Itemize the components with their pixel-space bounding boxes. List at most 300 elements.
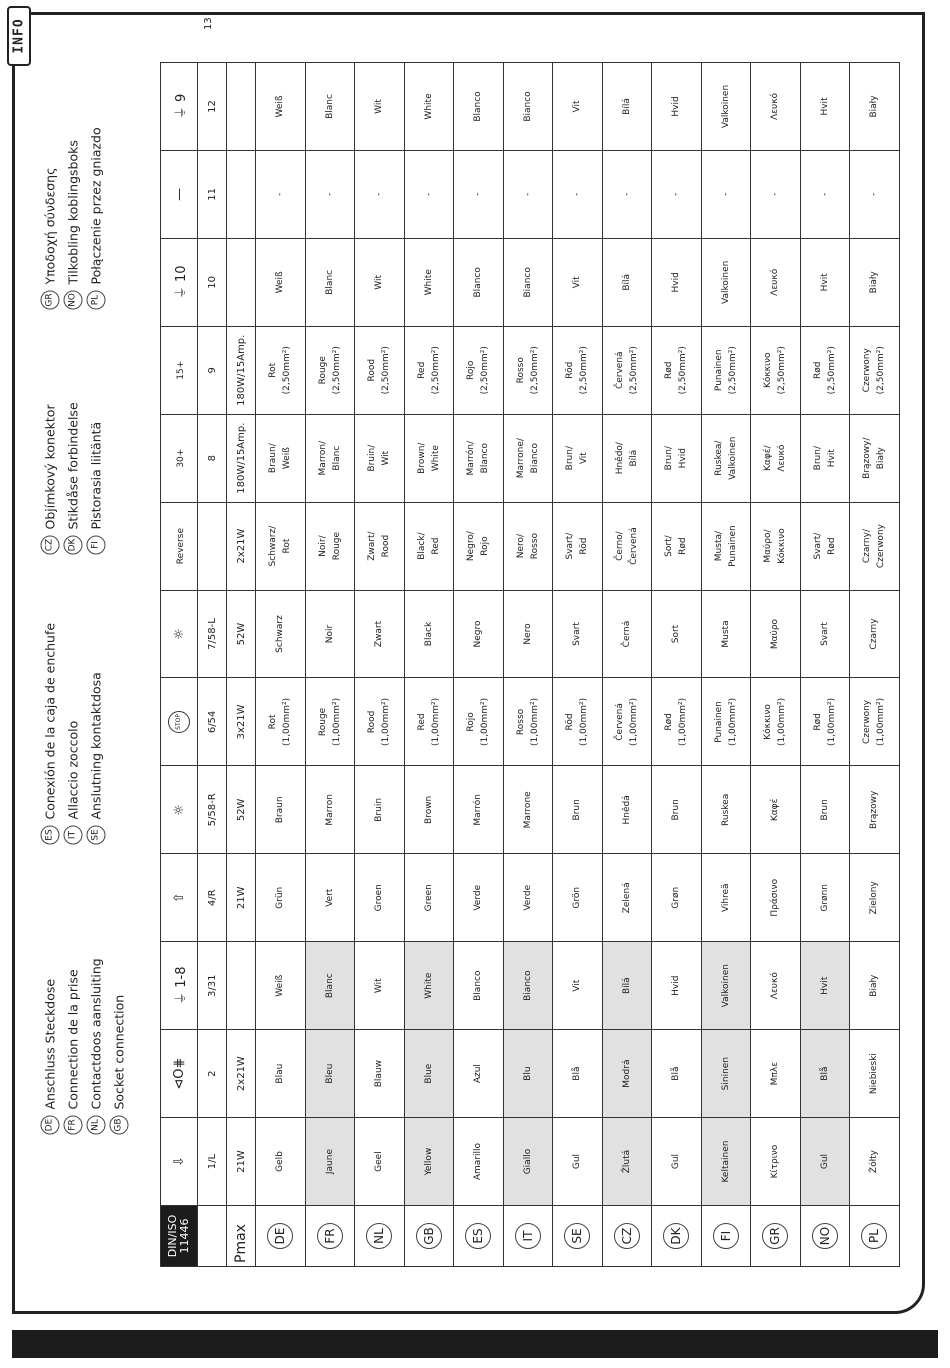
cell-text: Gul <box>572 1153 583 1170</box>
cell-text: - <box>720 192 731 197</box>
table-cell <box>256 1030 306 1118</box>
legend-item-cz <box>41 404 60 554</box>
reverse-light-icon: Reverse <box>175 528 186 565</box>
table-cell <box>404 1118 454 1206</box>
cell-text: Noir/ <box>317 535 328 557</box>
country-code-badge: IT <box>64 826 83 845</box>
table-cell <box>652 63 702 151</box>
cell-text: Weiß <box>275 95 286 118</box>
table-cell <box>503 942 553 1030</box>
country-code-badge: PL <box>861 1223 887 1249</box>
table-cell <box>652 1118 702 1206</box>
cell-text: Gul <box>819 1153 830 1170</box>
cell-text: Hvid <box>671 975 682 996</box>
table-cell <box>602 1030 652 1118</box>
cell-text: Czerwony <box>862 699 873 745</box>
country-row-header <box>800 1206 850 1267</box>
cell-text: Czarny <box>869 618 880 650</box>
legend-text: Tilkobling koblingsboks <box>65 140 81 285</box>
pin-number: 9 <box>198 326 227 414</box>
cell-text: Κίτρινο <box>770 1144 781 1179</box>
cell-text: Rød <box>664 361 675 379</box>
table-cell <box>256 150 306 238</box>
cell-text: Rød <box>812 713 823 731</box>
table-cell <box>800 942 850 1030</box>
cell-text: Vihreä <box>720 883 731 913</box>
cell-text: Gelb <box>275 1151 286 1172</box>
table-cell <box>701 502 751 590</box>
cell-text: Grøn <box>671 886 682 909</box>
table-cell <box>800 414 850 502</box>
cell-text: Punainen <box>713 701 724 743</box>
cell-text: Sininen <box>720 1056 731 1091</box>
table-cell <box>256 678 306 766</box>
table-row <box>454 63 504 1267</box>
cell-text: (2,50mm²) <box>777 346 788 395</box>
table-cell <box>553 854 603 942</box>
cell-text: Πράσινο <box>770 878 781 917</box>
pin-number: 11 <box>198 150 227 238</box>
table-cell <box>305 678 355 766</box>
legend-item-pl <box>87 127 106 309</box>
cell-text: (2,50mm²) <box>430 346 441 395</box>
cell-text: Bruin <box>374 797 385 822</box>
table-cell <box>800 766 850 854</box>
pin-number: 2 <box>198 1030 227 1118</box>
table-cell <box>652 502 702 590</box>
table-cell <box>305 590 355 678</box>
table-cell <box>652 854 702 942</box>
table-cell <box>355 63 405 151</box>
pmax-value: 2x21W <box>227 1030 256 1118</box>
cell-text: Černá <box>621 620 632 648</box>
column-header-654 <box>161 678 198 766</box>
cell-text: Grønn <box>819 883 830 912</box>
legend-item-no <box>64 140 83 309</box>
cell-text: Niebieski <box>869 1053 880 1095</box>
cell-text: Blue <box>423 1063 434 1084</box>
cell-text: Marron/ <box>317 440 328 476</box>
pmax-value <box>227 63 256 151</box>
cell-text: (2,50mm²) <box>480 346 491 395</box>
column-header-9 <box>161 326 198 414</box>
cell-text: Wit <box>381 450 392 466</box>
legend-text: Anschluss Steckdose <box>42 978 58 1110</box>
country-row-header <box>652 1206 702 1267</box>
table-cell <box>454 942 504 1030</box>
table-cell <box>652 766 702 854</box>
table-cell <box>454 414 504 502</box>
cell-text: Brązowy <box>869 790 880 830</box>
cell-text: Blanc <box>324 973 335 999</box>
country-code-badge: SE <box>87 826 106 845</box>
table-cell <box>503 590 553 678</box>
country-row-header <box>701 1206 751 1267</box>
table-cell <box>404 1030 454 1118</box>
cell-text: Valkoinen <box>720 84 731 129</box>
table-cell <box>602 678 652 766</box>
table-cell <box>602 63 652 151</box>
table-cell <box>553 942 603 1030</box>
legend-item-de <box>41 979 60 1135</box>
table-cell <box>800 854 850 942</box>
table-row <box>751 63 801 1267</box>
cell-text: - <box>819 192 830 197</box>
table-cell <box>701 590 751 678</box>
cell-text: (1,00mm²) <box>826 697 837 747</box>
cell-text: Κόκκινο <box>777 528 788 564</box>
caravan-15-icon: 15+ <box>175 360 186 380</box>
table-cell <box>652 942 702 1030</box>
country-code-badge: DE <box>267 1223 293 1249</box>
cell-text: Czerwony <box>876 524 887 569</box>
table-cell <box>256 414 306 502</box>
table-cell <box>256 942 306 1030</box>
cell-text: Musta <box>720 620 731 648</box>
country-row-header <box>454 1206 504 1267</box>
cell-text: Weiß <box>282 447 293 470</box>
legend-item-fi <box>87 422 106 555</box>
info-tab-label: INFO <box>11 18 27 54</box>
cell-text: Bianco <box>522 267 533 298</box>
table-cell <box>355 502 405 590</box>
table-cell <box>800 238 850 326</box>
cell-text: Vit <box>572 276 583 289</box>
cell-text: Blanc <box>331 445 342 471</box>
fog-light-icon: ⊲O⋕ <box>171 1057 187 1090</box>
pin-number: 7/58-L <box>198 590 227 678</box>
table-cell <box>503 502 553 590</box>
cell-text: Rød <box>678 537 689 555</box>
cell-text: Rojo <box>466 360 477 380</box>
cell-text: Ruskea/ <box>713 440 724 476</box>
cell-text: (2,50mm²) <box>727 346 738 395</box>
cell-text: (1,00mm²) <box>331 697 342 747</box>
country-code-badge: NO <box>64 291 83 310</box>
cell-text: Brown/ <box>416 442 427 474</box>
country-code-badge: CZ <box>614 1223 640 1249</box>
table-cell <box>751 326 801 414</box>
table-cell <box>256 766 306 854</box>
pin-number-row <box>198 63 227 1267</box>
table-cell <box>602 238 652 326</box>
cell-text: Blu <box>522 1066 533 1081</box>
table-cell <box>850 942 900 1030</box>
cell-text: - <box>374 192 385 197</box>
table-cell <box>404 502 454 590</box>
table-row <box>652 63 702 1267</box>
cell-text: Rød <box>812 361 823 379</box>
cell-text: Sort/ <box>664 535 675 557</box>
table-cell <box>850 150 900 238</box>
table-cell <box>256 502 306 590</box>
table-cell <box>305 942 355 1030</box>
table-row <box>305 63 355 1267</box>
cell-text: Verde <box>522 884 533 911</box>
cell-text: (2,50mm²) <box>628 346 639 395</box>
column-header-10 <box>161 238 198 326</box>
country-code-badge: DK <box>663 1223 689 1249</box>
table-row <box>800 63 850 1267</box>
cell-text: Μαύρο/ <box>763 529 774 563</box>
table-cell <box>256 590 306 678</box>
table-cell <box>503 63 553 151</box>
cell-text: Καφέ <box>770 798 781 822</box>
cell-text: Modrá <box>621 1059 632 1088</box>
country-code-badge: ES <box>465 1223 491 1249</box>
tail-light-icon: ☼ <box>171 628 187 640</box>
table-cell <box>305 1030 355 1118</box>
cell-text: Hvid <box>678 448 689 469</box>
wiring-table <box>160 62 900 1267</box>
cell-text: - <box>423 192 434 197</box>
cell-text: Rosso <box>515 708 526 736</box>
cell-text: Brun/ <box>664 446 675 471</box>
table-cell <box>652 1030 702 1118</box>
cell-text: Svart <box>572 622 583 646</box>
column-header-11 <box>161 150 198 238</box>
table-cell <box>355 1030 405 1118</box>
table-cell <box>454 1118 504 1206</box>
country-row-header <box>553 1206 603 1267</box>
cell-text: Rouge <box>331 531 342 561</box>
column-header-1L <box>161 1118 198 1206</box>
table-cell <box>701 1118 751 1206</box>
table-cell <box>850 766 900 854</box>
pmax-value: 2x21W <box>227 502 256 590</box>
country-code-badge: GB <box>416 1223 442 1249</box>
country-code-badge: GB <box>110 1116 129 1135</box>
cell-text: Hvid <box>671 272 682 293</box>
caravan-30-icon: 30+ <box>175 448 186 468</box>
cell-text: Blanco <box>480 442 491 474</box>
country-code-badge: NL <box>87 1116 106 1135</box>
cell-text: Nero/ <box>515 533 526 559</box>
table-cell <box>553 414 603 502</box>
table-cell <box>800 590 850 678</box>
cell-text: Wit <box>374 99 385 114</box>
country-code-badge: DE <box>41 1116 60 1135</box>
table-cell <box>503 854 553 942</box>
pmax-value: 3x21W <box>227 678 256 766</box>
dash-icon: — <box>171 187 187 201</box>
cell-text: Brown <box>423 795 434 824</box>
table-cell <box>850 502 900 590</box>
cell-text: Jaune <box>324 1148 335 1175</box>
legend-text: Conexión de la caja de enchufe <box>42 622 58 820</box>
table-cell <box>850 590 900 678</box>
table-cell <box>602 1118 652 1206</box>
table-cell <box>602 326 652 414</box>
table-cell <box>305 766 355 854</box>
ground-icon: ⏚ 9 <box>173 93 189 120</box>
cell-text: Bílá <box>621 98 632 115</box>
table-cell <box>701 414 751 502</box>
table-row <box>503 63 553 1267</box>
table-cell <box>701 150 751 238</box>
table-cell <box>751 414 801 502</box>
cell-text: Červená <box>614 351 625 390</box>
cell-text: Rouge <box>317 707 328 737</box>
table-cell <box>850 63 900 151</box>
pin-number: 6/54 <box>198 678 227 766</box>
cell-text: Blanco <box>473 970 484 1001</box>
legend-item-it <box>64 721 83 845</box>
table-cell <box>701 63 751 151</box>
legend-item-dk <box>64 402 83 554</box>
cell-text: (2,50mm²) <box>381 346 392 395</box>
legend-item-nl <box>87 958 106 1134</box>
cell-text: Amarillo <box>473 1142 484 1181</box>
cell-text: Κόκκινο <box>763 704 774 740</box>
table-cell <box>503 238 553 326</box>
column-header-12 <box>161 63 198 151</box>
cell-text: Bílá <box>621 977 632 995</box>
country-row-header <box>305 1206 355 1267</box>
cell-text: (1,00mm²) <box>876 697 887 747</box>
country-code-badge: FR <box>317 1223 343 1249</box>
table-cell <box>503 766 553 854</box>
turn-right-arrow-icon: ⇧ <box>171 892 187 904</box>
cell-text: Marrone <box>522 791 533 829</box>
table-cell <box>701 854 751 942</box>
table-cell <box>553 502 603 590</box>
cell-text: - <box>324 192 335 197</box>
cell-text: Red <box>430 537 441 555</box>
tail-light-icon: ☼ <box>171 804 187 816</box>
cell-text: Λευκό <box>770 92 781 120</box>
pmax-value: 21W <box>227 1118 256 1206</box>
table-cell <box>404 150 454 238</box>
table-cell <box>404 414 454 502</box>
cell-text: Λευκό <box>770 268 781 296</box>
country-row-header <box>404 1206 454 1267</box>
pmax-value: 180W/15Amp. <box>227 326 256 414</box>
cell-text: Rot <box>268 362 279 378</box>
legend-text: Connection de la prise <box>65 969 81 1110</box>
table-cell <box>305 326 355 414</box>
stop-light-icon: STOP <box>168 711 190 733</box>
cell-text: Giallo <box>522 1148 533 1175</box>
cell-text: Musta/ <box>713 530 724 562</box>
cell-text: Czarny/ <box>862 529 873 564</box>
cell-text: Brun <box>572 799 583 821</box>
cell-text: (2,50mm²) <box>331 346 342 395</box>
cell-text: Brun <box>671 799 682 821</box>
table-cell <box>305 150 355 238</box>
cell-text: Geel <box>374 1151 385 1172</box>
cell-text: Rosso <box>529 532 540 560</box>
cell-text: Bruin/ <box>367 444 378 472</box>
table-cell <box>355 854 405 942</box>
table-cell <box>553 678 603 766</box>
table-cell <box>404 238 454 326</box>
table-cell <box>553 63 603 151</box>
cell-text: Hvit <box>819 97 830 116</box>
country-row-header <box>751 1206 801 1267</box>
cell-text: - <box>621 192 632 197</box>
column-header-4R <box>161 854 198 942</box>
pmax-label: Pmax <box>227 1206 256 1267</box>
table-cell <box>553 590 603 678</box>
cell-text: (1,00mm²) <box>480 697 491 747</box>
cell-text: Rouge <box>317 356 328 385</box>
pin-number: 1/L <box>198 1118 227 1206</box>
table-row <box>553 63 603 1267</box>
cell-text: Brązowy/ <box>862 437 873 479</box>
legend-item-se <box>87 672 106 844</box>
cell-text: Hvit <box>819 273 830 292</box>
pmax-value <box>227 942 256 1030</box>
wiring-table-container <box>160 62 900 1267</box>
country-row-header <box>256 1206 306 1267</box>
legend-text: Pistorasia liitäntä <box>88 421 104 530</box>
pin-number-blank <box>198 1206 227 1267</box>
page-number: 13 <box>203 17 214 30</box>
table-cell <box>305 854 355 942</box>
cell-text: Marron <box>324 794 335 826</box>
cell-text: Blanco <box>473 91 484 122</box>
table-cell <box>454 150 504 238</box>
pin-number: 10 <box>198 238 227 326</box>
table-cell <box>256 1118 306 1206</box>
country-code-badge: DK <box>64 536 83 555</box>
table-cell <box>751 590 801 678</box>
table-cell <box>355 414 405 502</box>
legend-text: Socket connection <box>111 994 127 1110</box>
cell-text: Rød <box>664 713 675 731</box>
cell-text: Blauw <box>374 1059 385 1088</box>
cell-text: (1,00mm²) <box>777 697 788 747</box>
ground-icon: ⏚ 1-8 <box>173 966 189 1005</box>
table-cell <box>652 150 702 238</box>
column-header-558R <box>161 766 198 854</box>
table-cell <box>850 678 900 766</box>
table-cell <box>850 414 900 502</box>
country-code-badge: CZ <box>41 536 60 555</box>
legend-text: Połączenie przez gniazdo <box>88 127 104 285</box>
table-cell <box>751 502 801 590</box>
table-cell <box>602 590 652 678</box>
country-row-header <box>602 1206 652 1267</box>
cell-text: Bianco <box>522 970 533 1001</box>
cell-text: (2,50mm²) <box>876 346 887 395</box>
table-cell <box>850 238 900 326</box>
cell-text: (2,50mm²) <box>678 346 689 395</box>
table-row <box>701 63 751 1267</box>
table-cell <box>652 678 702 766</box>
cell-text: Bílá <box>621 273 632 291</box>
cell-text: Röd <box>579 537 590 555</box>
cell-text: Svart/ <box>565 532 576 560</box>
table-cell <box>355 942 405 1030</box>
table-cell <box>602 942 652 1030</box>
table-cell <box>751 63 801 151</box>
cell-text: Žlutá <box>621 1149 632 1174</box>
table-cell <box>553 238 603 326</box>
table-cell <box>454 766 504 854</box>
cell-text: Black <box>423 621 434 647</box>
cell-text: - <box>522 192 533 197</box>
legend-item-es <box>41 623 60 845</box>
table-cell <box>652 326 702 414</box>
table-cell <box>355 590 405 678</box>
table-cell <box>256 63 306 151</box>
table-cell <box>701 766 751 854</box>
cell-text: Rood <box>381 534 392 558</box>
cell-text: Zwart <box>374 620 385 648</box>
cell-text: Vit <box>579 452 590 465</box>
